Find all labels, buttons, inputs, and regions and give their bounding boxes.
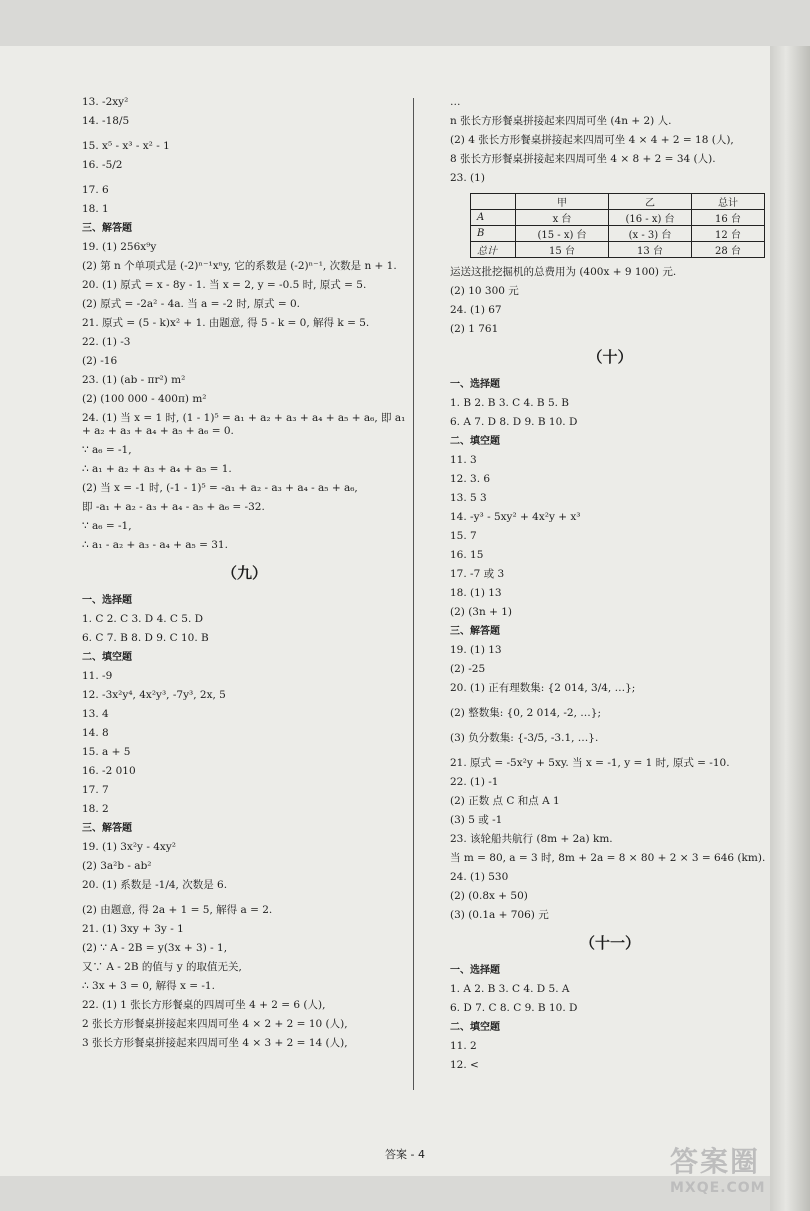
answer-line: 22. (1) -1 <box>450 776 499 788</box>
answer-line: (3) (0.1a + 706) 元 <box>450 909 549 921</box>
answer-line: ∴ 3x + 3 = 0, 解得 x = -1. <box>82 980 215 992</box>
answer-line: 16. -5/2 <box>82 159 123 171</box>
column-divider <box>413 98 414 1090</box>
answer-line: (2) -16 <box>82 355 118 367</box>
answer-line: 11. -9 <box>82 670 113 682</box>
section-heading: 二、填空题 <box>82 652 132 663</box>
answer-line: (2) (0.8x + 50) <box>450 890 528 902</box>
answer-line: 22. (1) -3 <box>82 336 131 348</box>
section-heading: 二、填空题 <box>450 436 500 447</box>
table-cell: 乙 <box>609 194 692 210</box>
answer-line: 21. 原式 = -5x²y + 5xy. 当 x = -1, y = 1 时, 原式 = -10. <box>450 757 730 769</box>
answer-line: (2) 原式 = -2a² - 4a. 当 a = -2 时, 原式 = 0. <box>82 298 301 310</box>
answer-line: 11. 3 <box>450 454 477 466</box>
answer-line: 3 张长方形餐桌拼接起来四周可坐 4 × 3 + 2 = 14 (人), <box>82 1037 348 1049</box>
answer-line: (2) 3a²b - ab² <box>82 860 152 872</box>
table-cell: 12 台 <box>692 226 765 242</box>
answer-line: 18. 2 <box>82 803 109 815</box>
answer-line: 6. D 7. C 8. C 9. B 10. D <box>450 1002 578 1014</box>
answer-line: 24. (1) 当 x = 1 时, (1 - 1)⁵ = a₁ + a₂ + a₃ + a₄ + a₅ + a₆, 即 a₁ + a₂ + a₃ + a₄ + a₅ + a₆ = 0. <box>82 412 406 437</box>
answer-line: 运送这批挖掘机的总费用为 (400x + 9 100) 元. <box>450 266 677 278</box>
answer-line: 18. 1 <box>82 203 109 215</box>
answer-line: (2) 1 761 <box>450 323 499 335</box>
table-cell: (15 - x) 台 <box>516 226 609 242</box>
answer-line: 15. a + 5 <box>82 746 131 758</box>
answer-line: 21. (1) 3xy + 3y - 1 <box>82 923 184 935</box>
table-cell: 16 台 <box>692 210 765 226</box>
answer-line: ∴ a₁ + a₂ + a₃ + a₄ + a₅ = 1. <box>82 463 232 475</box>
answer-line: 13. 4 <box>82 708 109 720</box>
table-cell <box>471 194 516 210</box>
answer-line: 12. -3x²y⁴, 4x²y³, -7y³, 2x, 5 <box>82 689 226 701</box>
table-cell: 总计 <box>471 242 516 258</box>
answer-line: 23. (1) (ab - πr²) m² <box>82 374 186 386</box>
answer-line: 15. 7 <box>450 530 477 542</box>
answer-line: 13. 5 3 <box>450 492 487 504</box>
table-row <box>471 210 765 226</box>
answer-line: 12. 3. 6 <box>450 473 491 485</box>
answer-line: (2) ∵ A - 2B = y(3x + 3) - 1, <box>82 942 228 954</box>
answer-line: (2) -25 <box>450 663 486 675</box>
answer-line: 当 m = 80, a = 3 时, 8m + 2a = 8 × 80 + 2 × 3 = 646 (km). <box>450 852 766 864</box>
answer-line: (2) 正数 点 C 和点 A 1 <box>450 795 560 807</box>
section-heading: 二、填空题 <box>450 1022 500 1033</box>
table-cell: A <box>471 210 516 226</box>
answer-line: 22. (1) 1 张长方形餐桌的四周可坐 4 + 2 = 6 (人), <box>82 999 326 1011</box>
right-column <box>450 96 770 1078</box>
watermark-domain: MXQE.COM <box>670 1180 766 1196</box>
answer-line: 14. -18/5 <box>82 115 130 127</box>
answer-line: ∴ a₁ - a₂ + a₃ - a₄ + a₅ = 31. <box>82 539 228 551</box>
answer-line: ∵ a₆ = -1, <box>82 444 132 456</box>
watermark-logo-text: 答案圈 <box>670 1145 761 1178</box>
answer-line: (2) 4 张长方形餐桌拼接起来四周可坐 4 × 4 + 2 = 18 (人), <box>450 134 734 146</box>
table-row <box>471 242 765 258</box>
answer-line: 又∵ A - 2B 的值与 y 的取值无关, <box>82 961 242 973</box>
answer-line: 2 张长方形餐桌拼接起来四周可坐 4 × 2 + 2 = 10 (人), <box>82 1018 348 1030</box>
table-cell: 13 台 <box>609 242 692 258</box>
answer-line: 14. 8 <box>82 727 109 739</box>
answer-line: (2) 当 x = -1 时, (-1 - 1)⁵ = -a₁ + a₂ - a₃ + a₄ - a₅ + a₆, <box>82 482 358 494</box>
answer-line: (2) 10 300 元 <box>450 285 519 297</box>
answer-line: 12. < <box>450 1059 479 1071</box>
answer-line: 23. 该轮船共航行 (8m + 2a) km. <box>450 833 613 845</box>
section-heading: 一、选择题 <box>450 379 500 390</box>
answer-line: n 张长方形餐桌拼接起来四周可坐 (4n + 2) 人. <box>450 115 672 127</box>
answer-line: 6. A 7. D 8. D 9. B 10. D <box>450 416 578 428</box>
answer-line: 17. 6 <box>82 184 109 196</box>
answer-line: 23. (1) <box>450 172 485 184</box>
answer-line: 20. (1) 正有理数集: {2 014, 3/4, …}; <box>450 682 636 694</box>
site-watermark <box>670 1140 800 1200</box>
answer-line: 1. B 2. B 3. C 4. B 5. B <box>450 397 570 409</box>
answer-line: (2) 由题意, 得 2a + 1 = 5, 解得 a = 2. <box>82 904 273 916</box>
table-cell: x 台 <box>516 210 609 226</box>
answer-line: (3) 5 或 -1 <box>450 814 503 826</box>
table-cell: B <box>471 226 516 242</box>
section-title: （九） <box>221 564 267 582</box>
answer-line: 19. (1) 256x⁹y <box>82 241 157 253</box>
answer-line: 15. x⁵ - x³ - x² - 1 <box>82 140 170 152</box>
answer-line: 11. 2 <box>450 1040 477 1052</box>
answer-line: (2) 第 n 个单项式是 (-2)ⁿ⁻¹xⁿy, 它的系数是 (-2)ⁿ⁻¹, 次数是 n + 1. <box>82 260 397 272</box>
section-heading: 三、解答题 <box>450 626 500 637</box>
section-title: （十） <box>587 348 633 366</box>
answer-line: 24. (1) 67 <box>450 304 502 316</box>
answer-line: (3) 负分数集: {-3/5, -3.1, …}. <box>450 732 599 744</box>
answer-line: 16. 15 <box>450 549 484 561</box>
answer-line: 19. (1) 3x²y - 4xy² <box>82 841 176 853</box>
answer-line: 24. (1) 530 <box>450 871 509 883</box>
answer-line: 1. C 2. C 3. D 4. C 5. D <box>82 613 204 625</box>
answer-line: 16. -2 010 <box>82 765 136 777</box>
section-heading: 一、选择题 <box>82 595 132 606</box>
table-cell: 总计 <box>692 194 765 210</box>
section-heading: 三、解答题 <box>82 223 132 234</box>
answer-line: (2) 整数集: {0, 2 014, -2, …}; <box>450 707 601 719</box>
answer-line: 19. (1) 13 <box>450 644 502 656</box>
answer-line: ∵ a₆ = -1, <box>82 520 132 532</box>
table-cell: 15 台 <box>516 242 609 258</box>
table-row <box>471 226 765 242</box>
section-heading: 一、选择题 <box>450 965 500 976</box>
answer-line: 1. A 2. B 3. C 4. D 5. A <box>450 983 570 995</box>
answer-line: 17. -7 或 3 <box>450 568 505 580</box>
table-cell: 甲 <box>516 194 609 210</box>
page-number: 答案 - 4 <box>385 1148 425 1161</box>
answer-line: 14. -y³ - 5xy² + 4x²y + x³ <box>450 511 581 523</box>
answer-line: 20. (1) 系数是 -1/4, 次数是 6. <box>82 879 228 891</box>
answer-line: 20. (1) 原式 = x - 8y - 1. 当 x = 2, y = -0.5 时, 原式 = 5. <box>82 279 367 291</box>
answer-line: (2) (100 000 - 400π) m² <box>82 393 207 405</box>
section-title: （十一） <box>579 934 640 952</box>
table-cell: (x - 3) 台 <box>609 226 692 242</box>
allocation-table <box>470 193 765 258</box>
answer-line: 21. 原式 = (5 - k)x² + 1. 由题意, 得 5 - k = 0, 解得 k = 5. <box>82 317 370 329</box>
answer-line: … <box>450 96 461 108</box>
answer-line: 8 张长方形餐桌拼接起来四周可坐 4 × 8 + 2 = 34 (人). <box>450 153 716 165</box>
table-cell: (16 - x) 台 <box>609 210 692 226</box>
answer-line: 18. (1) 13 <box>450 587 502 599</box>
answer-line: 17. 7 <box>82 784 109 796</box>
section-heading: 三、解答题 <box>82 823 132 834</box>
answer-line: 6. C 7. B 8. D 9. C 10. B <box>82 632 209 644</box>
table-cell: 28 台 <box>692 242 765 258</box>
table-header-row <box>471 194 765 210</box>
answer-line: 13. -2xy² <box>82 96 129 108</box>
answer-line: (2) (3n + 1) <box>450 606 513 618</box>
page-edge <box>770 46 810 1211</box>
answer-line: 即 -a₁ + a₂ - a₃ + a₄ - a₅ + a₆ = -32. <box>82 501 265 513</box>
left-column <box>82 96 407 1056</box>
